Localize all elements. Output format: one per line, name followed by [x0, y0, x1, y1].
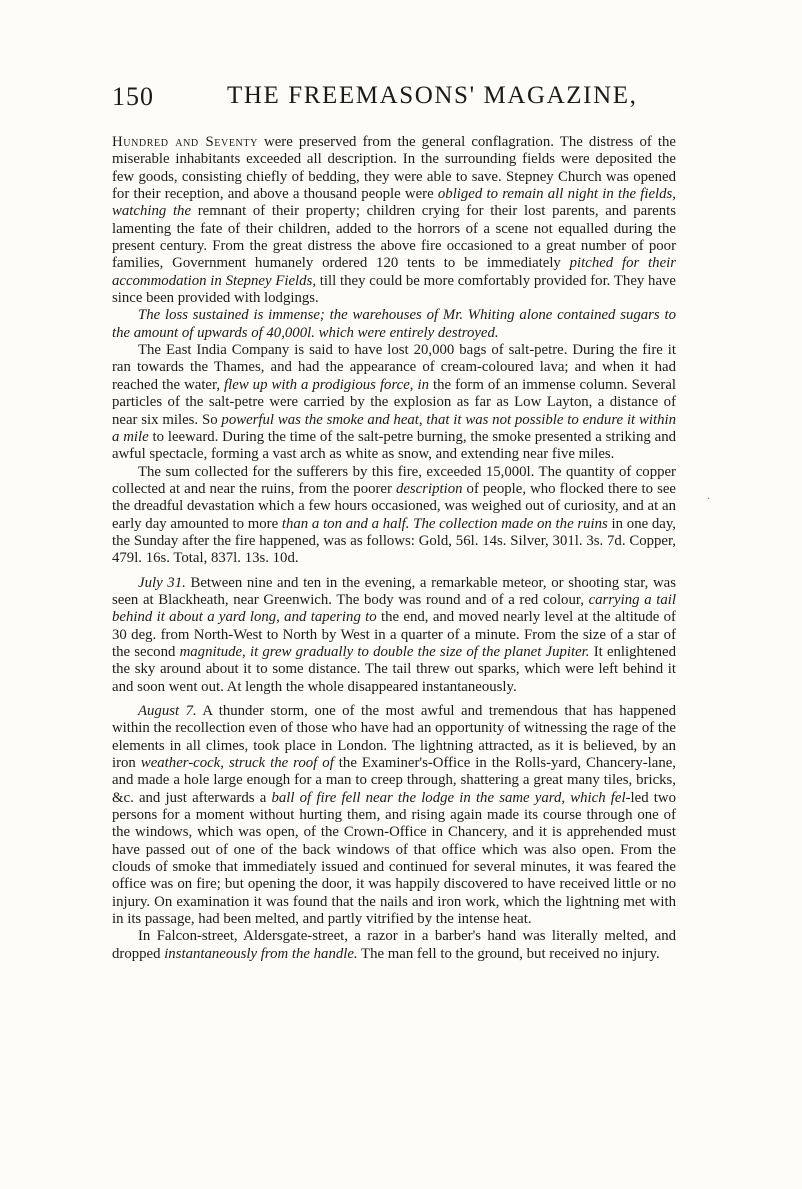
text-run: In Falcon-street, Aldersgate-street, a razor in a barber's hand was literally melted, and dropped	[112, 928, 676, 962]
page-header	[112, 82, 712, 122]
italic-run: magnitude, it grew gradually to double the size of the planet Jupiter.	[179, 643, 590, 660]
italic-run: weather-cock, struck the roof of	[140, 755, 334, 772]
paragraph-fire-relief	[112, 134, 676, 307]
text-run: led two persons for a moment without hurting them, and rising again made its course through one of the windows, which was open, of the Crown-Office in Chancery, and it is apprehended must have passed out of one of the back windows of that office which was also open. From the clouds of smoke that immediately issued and continued for several minutes, it was feared the office was on fire; but opening the door, it was happily discovered to have received little or no injury. On examination it was found that the nails and iron work, which the lightning met with in its passage, had been melted, and partly vitrified by the intense heat.	[112, 789, 676, 928]
text-run: of people, who flocked there to see the dreadful devastation which a few hours occasioned, was weighed out of curiosity, and at an early day amounted to more	[112, 480, 676, 532]
paragraph-loss	[112, 307, 676, 342]
text-run: in one day, the Sunday after the fire happened, was as follows: Gold, 56l. 14s. Silver, 301l. 3s. 7d. Copper, 479l. 16s. Total, 837l. 13s. 10d.	[112, 515, 676, 567]
paragraph-collection	[112, 464, 676, 568]
text-run: the form of an immense column. Several particles of the salt-petre were carried by the explosion as far as Low Layton, a distance of near six miles. So	[112, 376, 677, 428]
text-run: were preserved from the general conflagration. The distress of the miserable inhabitants exceeded all description. In the surrounding fields were deposited the few goods, consisting chiefly of bedding, they were able to save. Stepney Church was opened for their reception, and above a thousand people were	[112, 134, 676, 203]
text-run: till they could be more comfortably provided for. They have since been provided with lodgings.	[112, 272, 676, 307]
date-label: July 31.	[138, 574, 186, 591]
page-number: 150	[112, 82, 154, 111]
italic-run: instantaneously from the handle.	[164, 945, 358, 962]
paragraph-meteor	[112, 575, 676, 696]
italic-run: flew up with a prodigious force, in	[224, 376, 430, 393]
italic-run: than a ton and a half. The collection made on the ruins	[281, 515, 608, 532]
italic-run: carrying a tail behind it about a yard long, and tapering to	[112, 591, 676, 626]
italic-run: The loss sustained is immense; the warehouses of Mr. Whiting alone contained sugars to the amount of upwards of 40,000l. which were entirely destroyed.	[112, 307, 676, 341]
paragraph-salt-petre	[112, 342, 676, 463]
text-run: Between nine and ten in the evening, a remarkable meteor, or shooting star, was seen at Blackheath, near Greenwich. The body was round and of a red colour,	[112, 574, 676, 608]
text-run: the Examiner's-Office in the Rolls-yard, Chancery-lane, and made a hole large enough for a man to creep through, shattering a great many tiles, bricks, &c. and just afterwards a	[112, 755, 676, 806]
text-run: remnant of their property; children crying for their lost parents, and parents lamenting the fate of their children, added to the horrors of a scene not equalled during the present century. From the great distress the above fire occasioned to a great number of poor families, Government humanely ordered 120 tents to be immediately	[112, 203, 677, 272]
text-run: The East India Company is said to have lost 20,000 bags of salt-petre. During the fire it ran towards the Thames, and had the appearance of cream-coloured lava; and when it had reached the water,	[112, 342, 676, 393]
text-run: It enlightened the sky around about it to some distance. The tail threw out sparks, which were left behind it and soon went out. At length the whole disappeared instantaneously.	[112, 643, 676, 695]
italic-run: obliged to remain all night in the fields, watching the	[112, 186, 676, 220]
italic-run: description	[395, 480, 463, 497]
italic-run: pitched for their accommodation in Stepney Fields,	[112, 255, 677, 289]
paragraph-thunder-storm	[112, 703, 676, 928]
text-run: A thunder storm, one of the most awful and tremendous that has happened within the recollection even of those who have had an opportunity of witnessing the rage of the elements in all climes, took place in London. The lightning attracted, as it is believed, by an iron	[112, 703, 676, 772]
date-label: August 7.	[138, 703, 197, 719]
text-run: The man fell to the ground, but received no injury.	[357, 945, 660, 962]
text-run: to leeward. During the time of the salt-petre burning, the smoke presented a striking and awful spectacle, forming a vast arch as white as snow, and extending near five miles.	[112, 428, 676, 463]
text-run: the end, and moved nearly level at the altitude of 30 deg. from North-West to North by West in a quarter of a minute. From the size of a star of the second	[112, 609, 676, 660]
lead-words: Hundred and Seventy	[112, 134, 258, 150]
article-body	[112, 134, 676, 963]
text-run: The sum collected for the sufferers by this fire, exceeded 15,000l. The quantity of copper collected at and near the ruins, from the poorer	[112, 463, 676, 497]
margin-speck: ·	[707, 494, 711, 505]
running-head: THE FREEMASONS' MAGAZINE,	[227, 82, 638, 109]
italic-run: powerful was the smoke and heat, that it was not possible to endure it within a mile	[112, 411, 676, 445]
italic-run: ball of fire fell near the lodge in the same yard, which fel-	[271, 789, 631, 806]
paragraph-razor	[112, 928, 676, 963]
